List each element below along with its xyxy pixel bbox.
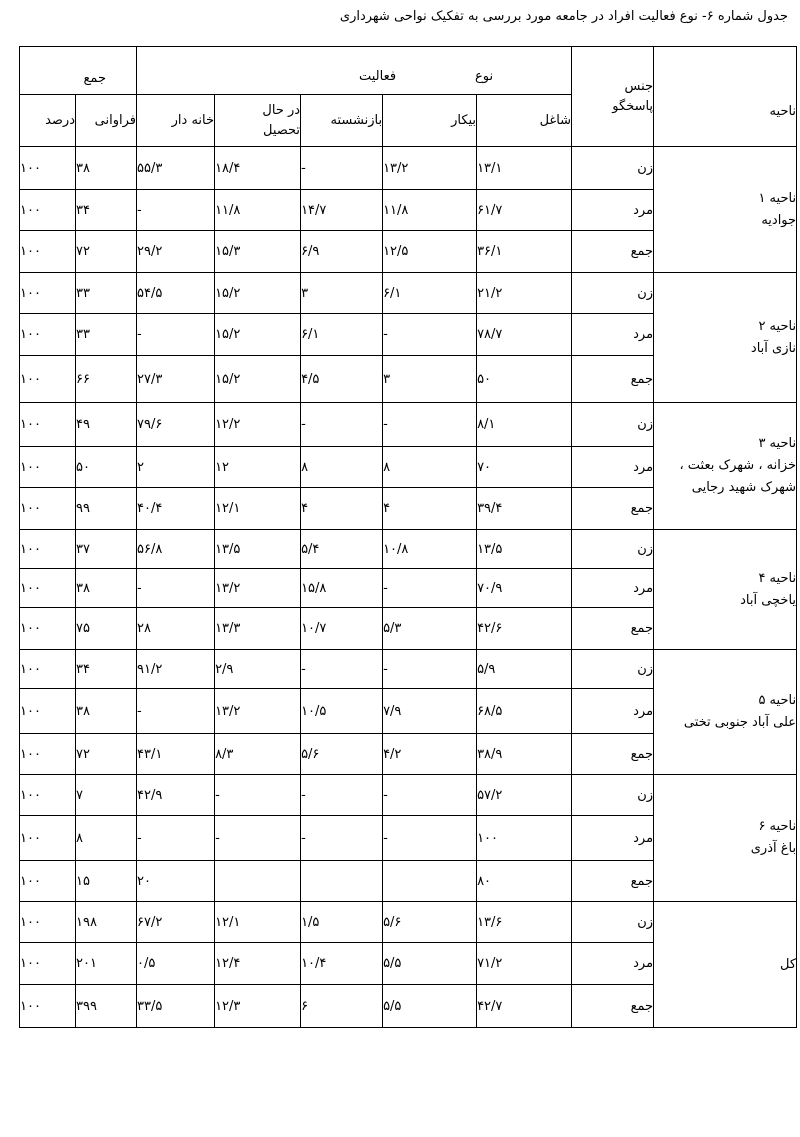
value-cell-employed: ۴۲/۶ [477, 608, 572, 650]
sex-cell: مرد [572, 569, 654, 608]
district-label-line: یاخچی آباد [740, 592, 797, 608]
value-cell-unemployed: - [383, 775, 477, 816]
value-cell-housewife: ۹۱/۲ [137, 650, 215, 689]
value-cell-unemployed: ۱۰/۸ [383, 530, 477, 569]
activity-header-part1: نوع [474, 69, 494, 84]
value-cell-frequency: ۷۲ [76, 734, 137, 775]
value-cell-retired: ۱۰/۷ [301, 608, 383, 650]
table-row [20, 147, 797, 190]
value-cell-student [215, 861, 301, 902]
value-cell-percent: ۱۰۰ [20, 530, 76, 569]
value-cell-retired: ۳ [301, 273, 383, 314]
value-cell-unemployed: ۱۲/۵ [383, 231, 477, 273]
value-cell-retired: ۶/۱ [301, 314, 383, 356]
value-cell-unemployed: - [383, 569, 477, 608]
value-cell-retired [301, 861, 383, 902]
value-cell-unemployed: - [383, 650, 477, 689]
sex-cell: مرد [572, 689, 654, 734]
value-cell-frequency: ۷ [76, 775, 137, 816]
total-group-header [20, 47, 137, 95]
activity-table [19, 46, 797, 1028]
value-cell-percent: ۱۰۰ [20, 231, 76, 273]
value-cell-percent: ۱۰۰ [20, 902, 76, 943]
value-cell-frequency: ۳۸ [76, 569, 137, 608]
value-cell-frequency: ۳۷ [76, 530, 137, 569]
value-cell-unemployed: ۱۱/۸ [383, 190, 477, 231]
student-header-line1: در حال [262, 102, 301, 118]
value-cell-unemployed: ۴/۲ [383, 734, 477, 775]
value-cell-percent: ۱۰۰ [20, 190, 76, 231]
value-cell-housewife: ۲۹/۲ [137, 231, 215, 273]
sex-cell: جمع [572, 734, 654, 775]
value-cell-housewife: ۷۹/۶ [137, 403, 215, 447]
sex-cell: جمع [572, 488, 654, 530]
sex-cell: مرد [572, 943, 654, 985]
value-cell-frequency: ۹۹ [76, 488, 137, 530]
value-cell-frequency: ۳۳ [76, 273, 137, 314]
value-cell-housewife: - [137, 569, 215, 608]
retired-header: بازنشسته [301, 95, 383, 147]
value-cell-retired: - [301, 650, 383, 689]
value-cell-housewife: ۲ [137, 447, 215, 488]
value-cell-unemployed: - [383, 816, 477, 861]
value-cell-retired: ۱۵/۸ [301, 569, 383, 608]
value-cell-employed: ۷۰ [477, 447, 572, 488]
value-cell-frequency: ۱۹۸ [76, 902, 137, 943]
value-cell-employed: ۴۲/۷ [477, 985, 572, 1028]
sex-cell: زن [572, 147, 654, 190]
table-row [20, 530, 797, 569]
value-cell-retired: ۱۴/۷ [301, 190, 383, 231]
sex-cell: زن [572, 403, 654, 447]
value-cell-student: ۱۲/۴ [215, 943, 301, 985]
value-cell-frequency: ۵۰ [76, 447, 137, 488]
value-cell-student: - [215, 775, 301, 816]
value-cell-frequency: ۴۹ [76, 403, 137, 447]
value-cell-student: ۱۵/۲ [215, 314, 301, 356]
value-cell-employed: ۷۰/۹ [477, 569, 572, 608]
value-cell-student: ۱۳/۲ [215, 569, 301, 608]
value-cell-housewife: ۲۷/۳ [137, 356, 215, 403]
district-label-line: نازی آباد [750, 340, 797, 356]
value-cell-percent: ۱۰۰ [20, 689, 76, 734]
value-cell-percent: ۱۰۰ [20, 447, 76, 488]
value-cell-frequency: ۳۸ [76, 689, 137, 734]
district-label-line: ناحیه ۳ [758, 436, 797, 451]
district-label-line: خزانه ، شهرک بعثت ، [679, 458, 797, 473]
sex-cell: مرد [572, 314, 654, 356]
table-row [20, 650, 797, 689]
value-cell-student: ۱۲ [215, 447, 301, 488]
value-cell-employed: ۱۳/۶ [477, 902, 572, 943]
value-cell-retired: ۵/۶ [301, 734, 383, 775]
value-cell-retired: ۶/۹ [301, 231, 383, 273]
activity-header-part2: فعالیت [358, 69, 397, 84]
value-cell-percent: ۱۰۰ [20, 775, 76, 816]
value-cell-retired: ۵/۴ [301, 530, 383, 569]
value-cell-housewife: ۲۰ [137, 861, 215, 902]
value-cell-housewife: ۲۸ [137, 608, 215, 650]
value-cell-employed: ۷۸/۷ [477, 314, 572, 356]
value-cell-percent: ۱۰۰ [20, 861, 76, 902]
value-cell-percent: ۱۰۰ [20, 943, 76, 985]
value-cell-unemployed: ۷/۹ [383, 689, 477, 734]
value-cell-employed: ۶۱/۷ [477, 190, 572, 231]
value-cell-student: ۱۱/۸ [215, 190, 301, 231]
value-cell-student: ۱۳/۳ [215, 608, 301, 650]
value-cell-employed: ۶۸/۵ [477, 689, 572, 734]
value-cell-percent: ۱۰۰ [20, 488, 76, 530]
value-cell-percent: ۱۰۰ [20, 816, 76, 861]
percent-header: درصد [20, 95, 76, 147]
district-cell [654, 530, 797, 650]
value-cell-unemployed: ۳ [383, 356, 477, 403]
table-caption: جدول شماره ۶- نوع فعالیت افراد در جامعه مورد بررسی به تفکیک نواحی شهرداری [339, 9, 788, 24]
value-cell-employed: ۵۰ [477, 356, 572, 403]
value-cell-unemployed: ۵/۶ [383, 902, 477, 943]
unemployed-header: بیکار [383, 95, 477, 147]
value-cell-retired: - [301, 403, 383, 447]
value-cell-student: ۱۸/۴ [215, 147, 301, 190]
value-cell-employed: ۷۱/۲ [477, 943, 572, 985]
district-cell [654, 273, 797, 403]
value-cell-unemployed: ۵/۵ [383, 943, 477, 985]
value-cell-housewife: - [137, 816, 215, 861]
district-label-line: علی آباد جنوبی تختی [683, 715, 797, 730]
district-cell [654, 902, 797, 1028]
value-cell-employed: ۳۶/۱ [477, 231, 572, 273]
value-cell-unemployed: ۵/۳ [383, 608, 477, 650]
district-cell [654, 147, 797, 273]
table-row [20, 403, 797, 447]
value-cell-frequency: ۳۹۹ [76, 985, 137, 1028]
value-cell-retired: - [301, 147, 383, 190]
value-cell-student: ۱۳/۵ [215, 530, 301, 569]
value-cell-employed: ۱۳/۱ [477, 147, 572, 190]
value-cell-frequency: ۲۰۱ [76, 943, 137, 985]
sex-cell: جمع [572, 861, 654, 902]
value-cell-employed: ۸۰ [477, 861, 572, 902]
district-label-line: کل [780, 956, 797, 972]
sex-cell: مرد [572, 816, 654, 861]
value-cell-housewife: - [137, 689, 215, 734]
sex-cell: مرد [572, 190, 654, 231]
value-cell-frequency: ۷۲ [76, 231, 137, 273]
value-cell-employed: ۱۰۰ [477, 816, 572, 861]
sex-header-line1: جنس [624, 78, 654, 94]
district-label-line: باغ آذری [750, 841, 797, 856]
value-cell-employed: ۳۸/۹ [477, 734, 572, 775]
value-cell-retired: ۱/۵ [301, 902, 383, 943]
value-cell-percent: ۱۰۰ [20, 734, 76, 775]
district-label-line: جوادیه [761, 212, 797, 228]
value-cell-unemployed: ۶/۱ [383, 273, 477, 314]
value-cell-retired: ۶ [301, 985, 383, 1028]
value-cell-housewife: ۰/۵ [137, 943, 215, 985]
district-label-line: شهرک شهید رجایی [691, 480, 797, 495]
value-cell-student: ۱۵/۳ [215, 231, 301, 273]
district-label-line: ناحیه ۵ [758, 693, 797, 708]
value-cell-housewife: ۳۳/۵ [137, 985, 215, 1028]
district-label-line: ناحیه ۱ [758, 190, 797, 206]
value-cell-student: ۲/۹ [215, 650, 301, 689]
value-cell-unemployed: ۱۳/۲ [383, 147, 477, 190]
value-cell-employed: ۱۳/۵ [477, 530, 572, 569]
sex-cell: جمع [572, 608, 654, 650]
value-cell-employed: ۳۹/۴ [477, 488, 572, 530]
value-cell-frequency: ۸ [76, 816, 137, 861]
district-cell [654, 775, 797, 902]
sex-cell: زن [572, 775, 654, 816]
value-cell-percent: ۱۰۰ [20, 356, 76, 403]
value-cell-employed: ۵۷/۲ [477, 775, 572, 816]
value-cell-frequency: ۳۴ [76, 190, 137, 231]
value-cell-student: ۸/۳ [215, 734, 301, 775]
value-cell-housewife: - [137, 190, 215, 231]
value-cell-student: ۱۲/۱ [215, 488, 301, 530]
value-cell-housewife: ۴۳/۱ [137, 734, 215, 775]
value-cell-housewife: ۴۲/۹ [137, 775, 215, 816]
value-cell-retired: ۱۰/۵ [301, 689, 383, 734]
district-label-line: ناحیه ۴ [758, 570, 797, 586]
housewife-header: خانه دار [137, 95, 215, 147]
value-cell-percent: ۱۰۰ [20, 273, 76, 314]
value-cell-student: ۱۲/۲ [215, 403, 301, 447]
student-header [215, 95, 301, 147]
sex-cell: جمع [572, 985, 654, 1028]
value-cell-housewife: ۵۶/۸ [137, 530, 215, 569]
value-cell-unemployed: - [383, 403, 477, 447]
sex-header [572, 47, 654, 147]
district-header: ناحیه [654, 47, 797, 147]
district-label-line: ناحیه ۲ [758, 318, 797, 334]
value-cell-percent: ۱۰۰ [20, 314, 76, 356]
value-cell-housewife: - [137, 314, 215, 356]
value-cell-unemployed: ۵/۵ [383, 985, 477, 1028]
value-cell-unemployed: - [383, 314, 477, 356]
header-row-top [20, 47, 797, 95]
total-header: جمع [83, 71, 106, 86]
value-cell-frequency: ۱۵ [76, 861, 137, 902]
value-cell-housewife: ۵۴/۵ [137, 273, 215, 314]
sex-cell: زن [572, 650, 654, 689]
value-cell-frequency: ۳۴ [76, 650, 137, 689]
value-cell-retired: - [301, 816, 383, 861]
frequency-header: فراوانی [76, 95, 137, 147]
value-cell-frequency: ۳۸ [76, 147, 137, 190]
district-cell [654, 403, 797, 530]
value-cell-employed: ۵/۹ [477, 650, 572, 689]
value-cell-student: ۱۲/۳ [215, 985, 301, 1028]
value-cell-percent: ۱۰۰ [20, 147, 76, 190]
value-cell-retired: ۱۰/۴ [301, 943, 383, 985]
value-cell-frequency: ۳۳ [76, 314, 137, 356]
value-cell-housewife: ۴۰/۴ [137, 488, 215, 530]
value-cell-student: ۱۵/۲ [215, 273, 301, 314]
value-cell-student: ۱۵/۲ [215, 356, 301, 403]
table-row [20, 273, 797, 314]
value-cell-student: ۱۲/۱ [215, 902, 301, 943]
value-cell-percent: ۱۰۰ [20, 650, 76, 689]
sex-cell: زن [572, 530, 654, 569]
sex-cell: زن [572, 902, 654, 943]
value-cell-retired: ۴/۵ [301, 356, 383, 403]
value-cell-unemployed: ۸ [383, 447, 477, 488]
value-cell-frequency: ۷۵ [76, 608, 137, 650]
value-cell-percent: ۱۰۰ [20, 403, 76, 447]
table-row [20, 775, 797, 816]
employed-header: شاغل [477, 95, 572, 147]
value-cell-employed: ۲۱/۲ [477, 273, 572, 314]
value-cell-employed: ۸/۱ [477, 403, 572, 447]
value-cell-unemployed [383, 861, 477, 902]
value-cell-percent: ۱۰۰ [20, 985, 76, 1028]
value-cell-retired: - [301, 775, 383, 816]
value-cell-unemployed: ۴ [383, 488, 477, 530]
district-label-line: ناحیه ۶ [758, 819, 797, 834]
value-cell-retired: ۸ [301, 447, 383, 488]
student-header-line2: تحصیل [263, 122, 301, 138]
value-cell-retired: ۴ [301, 488, 383, 530]
value-cell-percent: ۱۰۰ [20, 569, 76, 608]
sex-cell: زن [572, 273, 654, 314]
sex-cell: جمع [572, 356, 654, 403]
value-cell-housewife: ۶۷/۲ [137, 902, 215, 943]
sex-cell: جمع [572, 231, 654, 273]
value-cell-frequency: ۶۶ [76, 356, 137, 403]
value-cell-student: ۱۳/۲ [215, 689, 301, 734]
value-cell-housewife: ۵۵/۳ [137, 147, 215, 190]
activity-type-header [137, 47, 572, 95]
district-cell [654, 650, 797, 775]
table-row [20, 902, 797, 943]
value-cell-student: - [215, 816, 301, 861]
sex-cell: مرد [572, 447, 654, 488]
sex-header-line2: پاسخگو [612, 98, 654, 114]
value-cell-percent: ۱۰۰ [20, 608, 76, 650]
